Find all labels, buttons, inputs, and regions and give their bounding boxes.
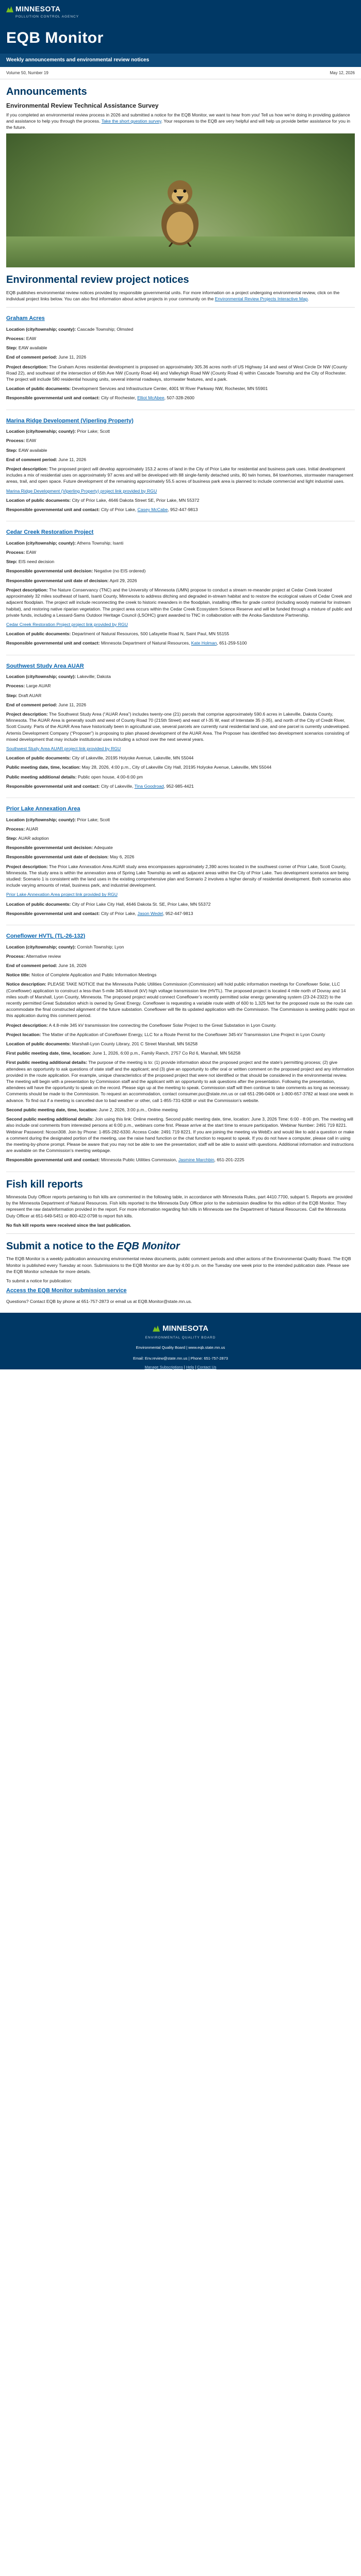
- field-value: EAW available: [17, 345, 47, 351]
- field-value: City of Lakeville, 20195 Holyoke Avenue, Lakeville, MN 55044: [71, 755, 194, 761]
- field-label: Step:: [6, 692, 18, 698]
- field-label: Responsible governmental unit and contact:: [6, 1157, 100, 1163]
- field-label: End of comment period:: [6, 702, 57, 707]
- intro-end: .: [307, 296, 309, 301]
- project-notice: [6, 660, 355, 798]
- project-field: [6, 673, 355, 680]
- field-value: Cornish Township; Lyon: [76, 944, 124, 950]
- field-value: April 29, 2026: [108, 578, 137, 583]
- description-label: Project description:: [6, 1022, 48, 1028]
- field-label: Process:: [6, 826, 25, 832]
- project-field: [6, 826, 355, 832]
- project-link-line: [6, 745, 355, 752]
- project-field: [6, 1031, 355, 1038]
- field-label: Process:: [6, 336, 25, 341]
- project-title-link[interactable]: Graham Acres: [6, 315, 45, 322]
- header-logo: [6, 4, 355, 14]
- project-field: [6, 817, 355, 823]
- contact-link[interactable]: Elliot McAbee: [137, 395, 165, 401]
- field-value: Prior Lake; Scott: [76, 817, 110, 822]
- field-label: Process:: [6, 953, 25, 959]
- field-label: End of comment period:: [6, 456, 57, 462]
- project-description: [6, 466, 355, 485]
- rgu-project-link[interactable]: Marina Ridge Development (Viperling Property) project link provided by RGU: [6, 488, 157, 494]
- field-value: Development Services and Infrastructure Center, 4001 W River Parkway NW, Rochester, MN 55901: [71, 386, 268, 392]
- project-field: [6, 437, 355, 444]
- field-value: Cascade Township; Olmsted: [76, 326, 134, 332]
- project-notices-heading: Environmental review project notices: [6, 274, 189, 286]
- field-value: Large AUAR: [25, 683, 51, 689]
- submit-heading-em: EQB Monitor: [117, 1240, 180, 1252]
- fish-kill-none: [6, 1222, 355, 1228]
- project-field: [6, 497, 355, 503]
- project-field: [6, 1059, 355, 1103]
- field-value: AUAR: [25, 826, 39, 832]
- field-label: Location (city/township; county):: [6, 540, 76, 546]
- state-logo-icon: [153, 1326, 160, 1332]
- submit-section: [6, 1239, 355, 1304]
- project-notice: [6, 527, 355, 655]
- survey-link[interactable]: Take the short question survey: [101, 118, 161, 124]
- project-field: [6, 944, 355, 950]
- submission-service-anchor[interactable]: Access the EQB Monitor submission service: [6, 1287, 127, 1294]
- announcement-body: [6, 112, 355, 131]
- project-description: [6, 863, 355, 889]
- field-value: EAW: [25, 550, 36, 555]
- footer-contact: Email: Env.review@state.mn.us | Phone: 651-757-2873: [133, 1356, 228, 1361]
- intro-text: EQB publishes environmental review notices provided by responsible governmental units. For more information on a project undergoing environmental review, click on the individual project links below. You can also find information about active projects in your community on the: [6, 290, 340, 301]
- contact-link[interactable]: Tina Goodroad: [134, 783, 164, 789]
- description-label: Project description:: [6, 466, 48, 472]
- field-label: Public meeting date, time, location:: [6, 765, 81, 770]
- field-label: Responsible governmental unit date of decision:: [6, 854, 109, 860]
- project-notices-intro: [6, 290, 355, 302]
- description-label: Project description:: [6, 587, 48, 592]
- description-label: Project description:: [6, 364, 48, 369]
- project-field: [6, 456, 355, 463]
- field-value: City of Rochester,: [100, 395, 138, 401]
- field-value: Minnesota Public Utilities Commission,: [100, 1157, 178, 1163]
- field-value: Prior Lake; Scott: [76, 429, 110, 434]
- field-label: Step:: [6, 835, 18, 841]
- field-value: The Matter of the Application of Coneflower Energy, LLC for a Route Permit for the Coneflower 345-kV Transmission Line Project in Lyon County: [41, 1031, 325, 1037]
- project-field: [6, 683, 355, 689]
- rgu-project-link[interactable]: Southwest Study Area AUAR project link provided by RGU: [6, 745, 121, 751]
- project-field: [6, 558, 355, 565]
- project-description: [6, 587, 355, 618]
- project-field: [6, 395, 355, 401]
- field-value: Draft AUAR: [17, 692, 42, 698]
- field-value: City of Prior Lake, 4646 Dakota Street SE, Prior Lake, MN 55372: [71, 497, 200, 503]
- rgu-project-link[interactable]: Cedar Creek Restoration Project project link provided by RGU: [6, 621, 128, 627]
- project-field: [6, 755, 355, 761]
- description-text: A 4.8-mile 345 kV transmission line connecting the Coneflower Solar Project to the Great Substation in Lyon County.: [47, 1022, 276, 1028]
- field-label: End of comment period:: [6, 963, 57, 969]
- field-value: June 2, 2026, 3:00 p.m., Online meeting: [97, 1107, 178, 1112]
- project-field: [6, 854, 355, 860]
- field-value: Join using this link: Online meeting. Second public meeting date, time, location: June 3, 2026 Time: 6:00 - 8:00 pm. The meeting will also include oral comments from interested persons at 6:00 p.m., webinars come first. Please arrive at the start time to ensure participation. Webinar Number: 2491 719 8221. Webinar Password: Ncosn308. Join by Phone: 1-855-282-6330. Access Code: 2491 719 8221. If you are joining the meeting via WebEx and would like to add a question or make a comment during the designated portion of the meeting, use the raise hand function or the chat function to request to speak. If you do not have a computer, please call in using the meeting-by-phone prompt. Please be aware that you may not be able to see the presentation; staff will be able to assist with questions. Additional information and instructions are available on the Commission’s meeting webpage.: [6, 1116, 354, 1154]
- announcement-text: If you completed an environmental review process in 2026 and submitted a notice for the EQB Monitor, we want to hear from you! Tell us how we’re doing in providing guidance and assistance to help you through the process.: [6, 112, 350, 124]
- field-label: Responsible governmental unit and contact:: [6, 910, 100, 916]
- project-field: [6, 1116, 355, 1154]
- project-notice: [6, 803, 355, 925]
- announcement-title: Environmental Review Technical Assistance Survey: [6, 101, 159, 109]
- project-field: [6, 910, 355, 917]
- project-title-link[interactable]: Marina Ridge Development (Viperling Property): [6, 417, 134, 424]
- contact-phone: , 651-201-2225: [214, 1157, 244, 1163]
- field-value: EAW: [25, 438, 36, 444]
- project-link-line: [6, 891, 355, 897]
- contact-link[interactable]: Casey McCabe: [137, 507, 168, 513]
- project-field: [6, 764, 355, 770]
- help-link[interactable]: Help: [186, 1364, 194, 1369]
- project-title-link[interactable]: Prior Lake Annexation Area: [6, 805, 80, 812]
- newsletter-title: EQB Monitor: [6, 29, 104, 47]
- project-notice: [6, 415, 355, 522]
- field-value: Alternative review: [25, 953, 61, 959]
- field-value: City of Prior Lake City Hall, 4646 Dakota St. SE, Prior Lake, MN 55372: [71, 901, 211, 907]
- project-field: [6, 578, 355, 584]
- field-label: Process:: [6, 438, 25, 444]
- submit-form-lead: To submit a notice for publication:: [6, 1278, 72, 1283]
- field-value: EAW: [25, 336, 36, 341]
- field-label: Location (city/township; county):: [6, 944, 76, 950]
- divider: [6, 307, 355, 308]
- project-field: [6, 354, 355, 360]
- field-label: Location (city/township; county):: [6, 326, 76, 332]
- submit-questions: Questions? Contact EQB by phone at 651-757-2873 or email us at EQB.Monitor@state.mn.us.: [6, 1298, 192, 1304]
- contact-link[interactable]: Jason Wedel: [137, 910, 163, 916]
- header: [0, 0, 361, 67]
- project-title-link[interactable]: Cedar Creek Restoration Project: [6, 529, 94, 536]
- field-label: Step:: [6, 447, 18, 453]
- field-label: Responsible governmental unit decision:: [6, 845, 93, 851]
- project-description: [6, 364, 355, 383]
- description-text: The Graham Acres residential development is proposed on approximately 305.36 acres north of US Highway 14 and west of West Circle Dr NW (County Road 22), and southeast of the intersection of 65th Ave NW (County Road 44) and Valleyhigh Road NW (County Road 4) within Cascade Township and the City of Rochester. The project will include 580 residential housing units, several internal roadways, stormwater features, and a park.: [6, 364, 348, 382]
- field-label: Responsible governmental unit and contact:: [6, 507, 100, 513]
- project-notice: [6, 313, 355, 410]
- field-value: AUAR adoption: [17, 835, 49, 841]
- project-description: [6, 1022, 355, 1028]
- field-label: Project location:: [6, 1031, 41, 1037]
- project-link-line: [6, 621, 355, 628]
- contact-link[interactable]: Kate Holman: [191, 640, 217, 646]
- manage-subscriptions-link[interactable]: Manage Subscriptions: [144, 1364, 183, 1369]
- project-notices-section: [6, 273, 355, 1172]
- field-value: June 11, 2026: [57, 456, 87, 462]
- field-label: Location (city/township; county):: [6, 817, 76, 822]
- logo-text: MINNESOTA: [15, 5, 61, 13]
- project-field: [6, 345, 355, 351]
- announcements-heading: Announcements: [6, 86, 87, 98]
- field-label: Notice title:: [6, 972, 30, 978]
- field-value: June 1, 2026, 6:00 p.m., Family Ranch, 2757 Co Rd 6, Marshall, MN 56258: [91, 1050, 241, 1056]
- description-label: Project description:: [6, 863, 48, 869]
- field-label: Second public meeting additional details:: [6, 1116, 94, 1122]
- state-logo-icon: [6, 6, 13, 12]
- field-value: Marshall-Lyon County Library, 201 C Street Marshall, MN 56258: [71, 1041, 198, 1047]
- field-label: Public meeting additional details:: [6, 774, 77, 779]
- announcements-section: [6, 84, 355, 267]
- project-list: [6, 313, 355, 1172]
- project-field: [6, 640, 355, 646]
- project-field: [6, 1041, 355, 1047]
- description-text: The Nature Conservancy (TNC) and the University of Minnesota (UMN) propose to conduct a stream re-meander project at Cedar Creek located approximately 32 miles southeast of Isanti, Isanti County, Minnesota to address ditching and degraded in-stream habitat and to restore the ecological values of Cedar Creek and adjacent floodplain. The project will include reconnecting the creek to historic meanders in the floodplain, installing riffles for grade control (including woody material for instream habitat), and restoring native riparian vegetation. The project area occurs within the Cedar Creek Ecosystem Science Reserve and will be funded through a mixture of public and private funds, including a Lessard-Sams Outdoor Heritage Council (LSOHC) grant awarded to TNC in collaboration with the Anoka-Sandstone Partnership.: [6, 587, 352, 618]
- project-field: [6, 702, 355, 708]
- field-value: The purpose of the meeting is to: (1) provide information about the proposed project and the state’s permitting process; (2) give attendees an opportunity to ask questions of state staff and the applicant; and (3) give an opportunity to offer oral or written comment on the proposed project and any information provided in the route application. For example, unique characteristics of the proposed project that were not identified or that should be considered in the environmental review. The meeting will begin with a presentation by Commission staff and the applicant with an opportunity to ask questions after the presentation. Following the presentation, attendees will have the opportunity to speak on the record. Please sign up at the meeting to speak. Commission staff will then continue to take comments as long as necessary. Comments should be made to the Commission. To request an accommodation, contact consumer.puc@state.mn.us or call 651-296-0406 or 1-800-657-3782 at least one week in advance. To find out if a meeting is cancelled due to bad weather or other, call 1-855-731-6208 or visit the Commission’s website.: [6, 1060, 354, 1103]
- submission-service-link[interactable]: [6, 1287, 355, 1295]
- project-field: [6, 506, 355, 513]
- description-text: The Southwest Study Area (“AUAR Area”) includes twenty-one (21) parcels that comprise approximately 590.6 acres in Lakeville, Dakota County, Minnesota. The AUAR Area is generally south and west of County Road 70 (215th Street) and east of I-35 W, east of Interstate 35 (I-35), and north of the City of Credit River, Scott County. Parts of the AUAR Area have historically been in agricultural use, several parcels are currently rural residential land use, and one parcel is currently undeveloped. Artemis Development Company (“Proposer”) is proposing to plan phased development of the AUAR Area. The Proposer has identified two development scenarios consisting of mixed development that may include institutional uses including a school over the next several years.: [6, 711, 350, 742]
- contact-phone: , 952-447-9813: [168, 507, 198, 513]
- duckling-icon: [152, 170, 208, 247]
- divider: [6, 1233, 355, 1234]
- field-label: First public meeting date, time, location:: [6, 1050, 91, 1056]
- contact-us-link[interactable]: Contact Us: [197, 1364, 217, 1369]
- submit-heading: [6, 1239, 355, 1253]
- field-label: Responsible governmental unit date of decision:: [6, 578, 109, 583]
- description-text: The proposed project will develop approximately 153.2 acres of land in the City of Prior Lake for residential and business park uses. Initial development includes a mix of residential uses on approximately 97 acres and will be developed with 88 single-family detached units, 80 twin homes, 84 townhomes, stormwater management areas, trail, and open space. Future development of the remaining approximately 55.5 acres of business park area is planned to include commercial and light industrial uses.: [6, 466, 354, 484]
- header-agency: POLLUTION CONTROL AGENCY: [15, 14, 79, 19]
- project-title-link[interactable]: Coneflower HVTL (TL-26-132): [6, 933, 86, 940]
- field-label: Location of public documents:: [6, 631, 71, 637]
- project-field: [6, 981, 355, 1019]
- field-label: Responsible governmental unit decision:: [6, 568, 93, 574]
- field-value: June 16, 2026: [57, 963, 87, 969]
- issue-meta: [0, 67, 361, 79]
- footer-logo-text: MINNESOTA: [162, 1324, 208, 1333]
- field-label: Responsible governmental unit and contact:: [6, 783, 100, 789]
- description-label: Project description:: [6, 711, 48, 717]
- field-value: City of Prior Lake,: [100, 910, 138, 916]
- field-label: Location of public documents:: [6, 901, 71, 907]
- field-value: Department of Natural Resources, 500 Lafayette Road N, Saint Paul, MN 55155: [71, 631, 229, 637]
- fish-kill-body: Minnesota Duty Officer reports pertaining to fish kills are commented in the following table, in accordance with Minnesota Rules, part 4410.7700, subpart 5. Reports are provided by the Minnesota Department of Natural Resources. Fish kills reported to the Minnesota Duty Officer prior to the submission deadline for this edition of the EQB Monitor. They represent the raw data/information provided in the report. For more information regarding fish kills in Minnesota see the Department of Natural Resources. Call the Minnesota Duty Officer at 651-649-5451 or 800-422-0798 to report fish kills.: [6, 1194, 353, 1218]
- issue-date: May 12, 2026: [330, 71, 355, 75]
- field-label: Process:: [6, 683, 25, 689]
- footer-links: Manage Subscriptions | Help | Contact Us: [144, 1364, 217, 1369]
- rgu-project-link[interactable]: Prior Lake Annexation Area project link provided by RGU: [6, 892, 118, 897]
- field-value: Notice of Complete Application and Public Information Meetings: [30, 972, 157, 978]
- field-value: EIS need decision: [17, 559, 55, 565]
- field-value: Athens Township; Isanti: [76, 540, 124, 546]
- field-label: Second public meeting date, time, location:: [6, 1107, 98, 1112]
- project-field: [6, 835, 355, 841]
- project-field: [6, 953, 355, 959]
- contact-phone: , 952-447-9813: [163, 910, 193, 916]
- field-label: End of comment period:: [6, 354, 57, 360]
- field-value: City of Lakeville,: [100, 783, 135, 789]
- field-value: City of Prior Lake,: [100, 507, 138, 513]
- project-field: [6, 962, 355, 969]
- project-field: [6, 1157, 355, 1163]
- project-field: [6, 385, 355, 392]
- field-value: June 11, 2026: [57, 354, 87, 360]
- project-field: [6, 972, 355, 978]
- project-notice: [6, 930, 355, 1172]
- field-value: Public open house, 4:00-6:00 pm: [76, 774, 143, 779]
- project-field: [6, 335, 355, 342]
- project-field: [6, 447, 355, 453]
- project-field: [6, 540, 355, 546]
- project-field: [6, 326, 355, 332]
- contact-phone: , 952-985-4421: [163, 783, 194, 789]
- project-field: [6, 549, 355, 555]
- field-value: EAW available: [17, 447, 47, 453]
- contact-link[interactable]: Jasmine Marchbin: [178, 1157, 215, 1163]
- field-value: PLEASE TAKE NOTICE that the Minnesota Public Utilities Commission (Commission) will hold public information meetings for Coneflower Solar, LLC (Coneflower) application to construct a less-than 5-mile 345-kilovolt (kV) high voltage transmission line (HVTL). The proposed project is located 4 mile north of Dovray and 14 miles south of Marshall, Lyon County, Minnesota. The proposed project would connect Coneflower’s recently permitted solar energy generating system (23-24-2322) to the recently permitted Great Substation which is owned by Great Energy. Coneflower is requesting a variable route width of 600 to 1,325 feet for the proposed route so the route can accommodate the final constructed alignment of the future substation. Coneflower will file its updated application with the Commission. The Commission is seeking public input on this application during this comment period.: [6, 981, 355, 1019]
- fish-kill-heading: Fish kill reports: [6, 1178, 83, 1190]
- submit-body: The EQB Monitor is a weekly publication announcing environmental review documents, public comment periods and other actions of the Environmental Quality Board. The EQB Monitor is published every Tuesday at noon. Submissions to the EQB Monitor are due by 4:00 p.m. on the Tuesday one week prior to the intended publication date. Please see the EQB Monitor schedule for more details.: [6, 1256, 351, 1274]
- field-label: Location of public documents:: [6, 497, 71, 503]
- field-value: June 11, 2026: [57, 702, 87, 707]
- field-value: Minnesota Department of Natural Resources,: [100, 640, 191, 646]
- field-value: May 6, 2026: [108, 854, 135, 860]
- project-field: [6, 774, 355, 780]
- duckling-photo: [6, 133, 355, 267]
- submit-heading-pre: Submit a notice to the: [6, 1240, 117, 1252]
- field-label: Location of public documents:: [6, 1041, 71, 1047]
- project-field: [6, 692, 355, 699]
- project-title-link[interactable]: Southwest Study Area AUAR: [6, 663, 84, 669]
- project-field: [6, 1050, 355, 1056]
- issue-volume: Volume 50, Number 19: [6, 71, 48, 75]
- field-label: Notice description:: [6, 981, 46, 987]
- field-label: Location of public documents:: [6, 755, 71, 761]
- footer-agency: ENVIRONMENTAL QUALITY BOARD: [145, 1336, 216, 1340]
- contact-phone: , 507-328-2600: [164, 395, 194, 401]
- project-field: [6, 428, 355, 434]
- field-value: Negative (no EIS ordered): [93, 568, 146, 574]
- project-field: [6, 568, 355, 574]
- field-label: Process:: [6, 550, 25, 555]
- interactive-map-link[interactable]: Environmental Review Projects Interactive Map: [215, 296, 308, 301]
- header-tagline: Weekly announcements and environmental review notices: [0, 54, 361, 67]
- contact-phone: , 651-259-5100: [217, 640, 247, 646]
- field-label: Step:: [6, 345, 18, 351]
- field-value: Lakeville; Dakota: [76, 674, 111, 680]
- content: [0, 84, 361, 1304]
- project-field: [6, 901, 355, 907]
- project-link-line: [6, 488, 355, 494]
- field-label: Location (city/township; county):: [6, 674, 76, 680]
- field-label: Location (city/township; county):: [6, 429, 76, 434]
- field-label: Responsible governmental unit and contact:: [6, 395, 100, 401]
- project-field: [6, 844, 355, 851]
- footer-address: Environmental Quality Board | www.eqb.state.mn.us: [136, 1345, 225, 1350]
- project-field: [6, 1107, 355, 1113]
- fish-kill-none-text: No fish kill reports were received since the last publication.: [6, 1222, 132, 1228]
- project-field: [6, 783, 355, 789]
- field-label: Location of public documents:: [6, 386, 71, 392]
- footer-logo: [0, 1323, 361, 1334]
- announcement-text-2: . Your responses to the EQB are very helpful and will help us provide better assistance for you in the future.: [6, 118, 351, 130]
- fish-kill-section: [6, 1177, 355, 1234]
- field-label: Step:: [6, 559, 18, 565]
- field-label: First public meeting additional details:: [6, 1060, 88, 1065]
- field-value: Adequate: [93, 845, 113, 851]
- description-text: The Prior Lake Annexation Area AUAR study area encompasses approximately 2,390 acres located in the southwest corner of Prior Lake, Scott County, Minnesota. The study area is within the annexation area of Spring Lake Township as well as adjacent areas within the City of Prior Lake. Two development scenarios are being studied: Scenario 1 is consistent with the land uses in the existing comprehensive plan and Scenario 2 involves a higher density of residential development. Both scenarios also include varying amounts of retail, business park, and industrial development.: [6, 863, 351, 888]
- project-field: [6, 631, 355, 637]
- field-value: May 28, 2026, 4:00 p.m., City of Lakeville City Hall, 20195 Holyoke Avenue, Lakeville, MN 55044: [80, 765, 272, 770]
- project-description: [6, 711, 355, 742]
- field-label: Responsible governmental unit and contact:: [6, 640, 100, 646]
- footer: [0, 1313, 361, 1369]
